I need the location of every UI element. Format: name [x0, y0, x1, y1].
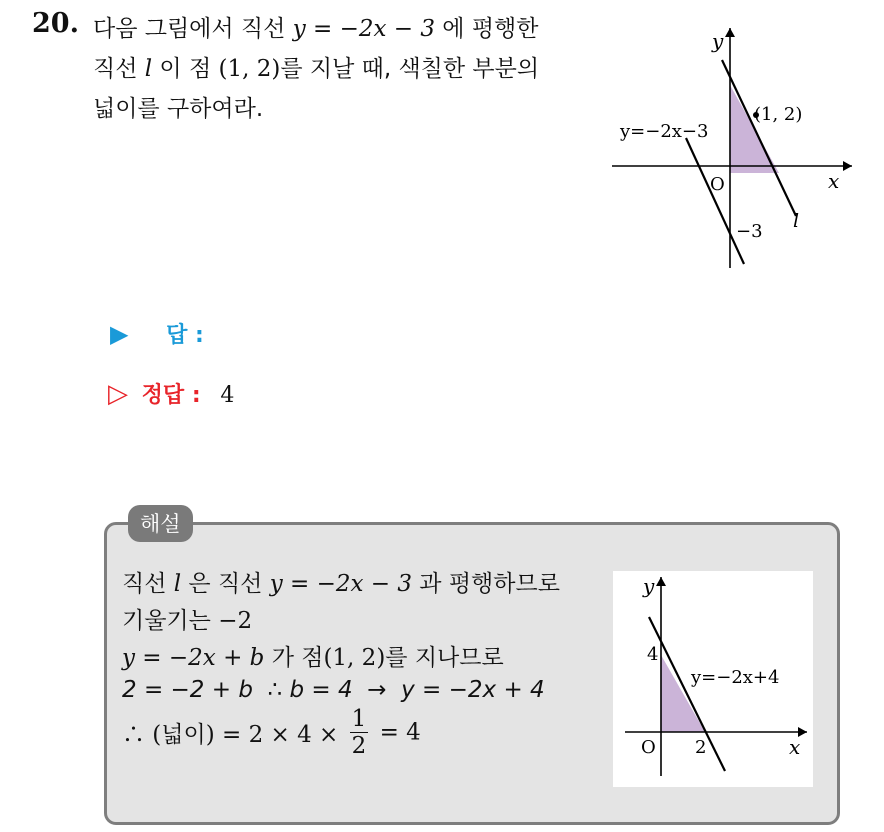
area-result: = 4	[372, 719, 421, 746]
question-text: 다음 그림에서 직선	[93, 16, 293, 42]
correct-answer-marker-icon: ▷	[108, 379, 128, 409]
solution-text: 기울기는	[122, 608, 219, 634]
origin-label: O	[641, 737, 656, 758]
solution-text: 과 평행하므로	[412, 571, 560, 597]
y-axis-label: y	[643, 574, 655, 598]
problem-graph	[600, 20, 860, 270]
solution-graph	[613, 571, 813, 787]
equation: y = −2x − 3	[292, 16, 435, 42]
equation: y = −2x + b	[122, 645, 265, 671]
point-coordinate: (1, 2)	[323, 645, 386, 671]
question-text: 직선	[93, 56, 145, 82]
intercept-label: −3	[736, 221, 763, 242]
y-axis-label: y	[712, 29, 724, 53]
x-axis-label: x	[789, 735, 801, 759]
origin-label: O	[710, 174, 725, 195]
point-label: (1, 2)	[754, 104, 803, 125]
y-intercept-label: 4	[647, 644, 659, 665]
solution-line-4: 2 = −2 + b ∴ b = 4 → y = −2x + 4	[122, 677, 545, 703]
solution-tag: 해설	[128, 505, 193, 542]
fraction-one-half	[350, 706, 369, 759]
line-label: y=−2x+4	[691, 667, 780, 688]
solution-line-5	[122, 706, 421, 759]
question-line-1	[93, 10, 538, 43]
l-label: l	[793, 210, 800, 232]
slope-value: −2	[218, 608, 253, 634]
line-l-symbol: l	[144, 56, 153, 82]
question-text: 를 지날 때, 색칠한 부분의	[280, 56, 540, 82]
solution-text: 직선	[122, 571, 174, 597]
question-text: 에 평행한	[434, 16, 539, 42]
x-axis-label: x	[828, 169, 840, 193]
question-text: 이 점	[152, 56, 219, 82]
question-line-3: 넓이를 구하여라.	[93, 96, 264, 122]
fraction-numerator: 1	[351, 706, 367, 732]
solution-line-1	[122, 565, 560, 598]
question-number: 20.	[32, 8, 79, 39]
answer-row	[110, 318, 204, 349]
answer-marker-icon: ▶	[110, 320, 129, 348]
point-coordinate: (1, 2)	[218, 56, 281, 82]
solution-text: 가 점	[264, 645, 324, 671]
equation: y = −2x − 3	[269, 571, 412, 597]
solution-line-2	[122, 602, 252, 635]
x-intercept-label: 2	[695, 737, 707, 758]
correct-answer-value: 4	[220, 383, 235, 408]
correct-answer-label: 정답 :	[141, 383, 201, 408]
line-label: y=−2x−3	[620, 121, 709, 142]
solution-line-3	[122, 639, 504, 672]
area-expression: ∴ (넓이) = 2 × 4 ×	[122, 722, 346, 748]
solution-text: 은 직선	[181, 571, 270, 597]
question-line-2	[93, 50, 539, 83]
line-l-symbol: l	[173, 571, 182, 597]
correct-answer-row	[108, 378, 234, 409]
y-axis-arrow	[725, 28, 735, 37]
solution-text: 를 지나므로	[385, 645, 504, 671]
x-axis-arrow	[843, 161, 852, 171]
answer-label: 답 :	[166, 323, 204, 348]
fraction-denominator: 2	[351, 733, 367, 759]
